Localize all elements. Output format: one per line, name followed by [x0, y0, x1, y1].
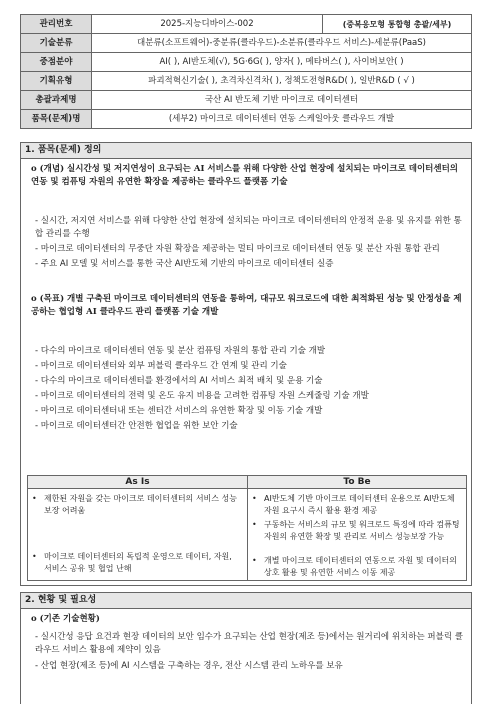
goal-item: - 다수의 마이크로 데이터센터 연동 및 분산 컴퓨팅 자원의 통합 관리 기술 개발: [35, 346, 326, 356]
tobe-item: • 개별 마이크로 데이터센터의 연동으로 자원 및 데이터의 상호 활용 및 유연한 서비스 이동 제공: [252, 556, 457, 577]
section-1: [20, 142, 472, 586]
asis-item: • 제한된 자원을 갖는 마이크로 데이터센터의 서비스 성능 보장 어려움: [32, 494, 237, 515]
bullet-icon: •: [252, 556, 257, 565]
planning-type-value: 파괴적혁신기술( ), 초격차신격차( ), 정책도전형R&D( ), 일반R&D ( √ ): [91, 71, 472, 91]
goal-item: - 마이크로 데이터센터와 외부 퍼블릭 클라우드 간 연계 및 관리 기술: [35, 361, 287, 371]
asis-body: [27, 488, 248, 581]
goal-item: - 다수의 마이크로 데이터센터를 환경에서의 AI 서비스 최적 배치 및 운용 기술: [35, 376, 323, 386]
project-name-label: 총괄과제명: [20, 90, 92, 110]
bullet-icon: •: [252, 494, 257, 503]
section-2-title: 2. 현황 및 필요성: [20, 592, 472, 609]
header-table: [20, 14, 472, 136]
tobe-header: To Be: [247, 475, 467, 489]
mgmt-no-value: 2025-지능디바이스-002: [91, 14, 323, 34]
bullet-icon: •: [32, 494, 37, 503]
tobe-body: [247, 488, 467, 581]
concept-items: [35, 215, 465, 271]
concept-item: - 주요 AI 모델 및 서비스를 통한 국산 AI반도체 기반의 마이크로 데이터센터 실증: [35, 259, 334, 269]
status-item: - 실시간성 응답 요건과 현장 데이터의 보안 임수가 요구되는 산업 현장(제조 등)에서는 원거리에 위치하는 퍼블릭 클라우드 서비스 활용에 제약이 있음: [35, 632, 463, 655]
asis-header: As Is: [27, 475, 248, 489]
bullet-icon: •: [32, 552, 37, 561]
entry-type-label: (중복응모형 통합형 총괄/세부): [322, 14, 472, 34]
goal-title: o (목표) 개별 구축된 마이크로 데이터센터의 연동을 통하여, 대규모 워크로드에 대한 최적화된 성능 및 안정성을 제공하는 협업형 AI 클라우드 관리 플랫폼 기술 개발: [31, 294, 462, 317]
section-2-subtitle: o (기존 기술현황): [31, 614, 100, 624]
concept-item: - 실시간, 저지연 서비스를 위해 다양한 산업 현장에 설치되는 마이크로 데이터센터의 안정적 운용 및 유지를 위한 통합 관리를 수행: [35, 216, 462, 239]
focus-area-label: 중점분야: [20, 52, 92, 72]
topic-name-value: (세부2) 마이크로 데이터센터 연동 스케일아웃 클라우드 개발: [91, 109, 472, 129]
status-item: - 산업 현장(제조 등)에 AI 시스템을 구축하는 경우, 전산 시스템 관리 노하우를 보유: [35, 661, 343, 671]
concept-title: o (개념) 실시간성 및 저지연성이 요구되는 AI 서비스를 위해 다양한 산업 현장에 설치되는 마이크로 데이터센터의 연동 및 컴퓨팅 자원의 유연한 확장을 제공하는 클라우드 플랫폼 기술: [31, 164, 459, 187]
topic-name-label: 품목(문제)명: [20, 109, 92, 129]
planning-type-label: 기획유형: [20, 71, 92, 91]
asis-tobe-table: [27, 475, 467, 581]
mgmt-no-label: 관리번호: [20, 14, 92, 34]
asis-item: • 마이크로 데이터센터의 독립적 운영으로 데이터, 자원, 서비스 공유 및 협업 난해: [32, 552, 232, 573]
goal-item: - 마이크로 데이터센터간 안전한 협업을 위한 보안 기술: [35, 421, 238, 431]
goal-items: [35, 345, 465, 433]
project-name-value: 국산 AI 반도체 기반 마이크로 데이터센터: [91, 90, 472, 110]
focus-area-value: AI( ), AI반도체(√), 5G·6G( ), 양자( ), 메타버스( ), 사이버보안( ): [91, 52, 472, 72]
tobe-item: • AI반도체 기반 마이크로 데이터센터 운용으로 AI반도체 자원 요구시 즉시 활용 환경 제공: [252, 494, 455, 515]
section-1-title: 1. 품목(문제) 정의: [20, 142, 472, 159]
concept-item: - 마이크로 데이터센터의 무중단 자원 확장을 제공하는 멀티 마이크로 데이터센터 연동 및 분산 자원 통합 관리: [35, 244, 440, 254]
section-2-items: [35, 631, 465, 673]
goal-item: - 마이크로 데이터센터내 또는 센터간 서비스의 유연한 확장 및 이동 기술 개발: [35, 406, 323, 416]
tech-class-value: 대분류(소프트웨어)-중분류(클라우드)-소분류(클라우드 서비스)-세분류(PaaS): [91, 33, 472, 53]
tech-class-label: 기술분류: [20, 33, 92, 53]
bullet-icon: •: [252, 520, 257, 529]
tobe-item: • 구동하는 서비스의 규모 및 워크로드 특징에 따라 컴퓨팅 자원의 유연한 확장 및 관리로 서비스 성능보장 가능: [252, 520, 460, 541]
section-2: [20, 592, 472, 704]
goal-item: - 마이크로 데이터센터의 전력 및 온도 유지 비용을 고려한 컴퓨팅 자원 스케줄링 기술 개발: [35, 391, 369, 401]
